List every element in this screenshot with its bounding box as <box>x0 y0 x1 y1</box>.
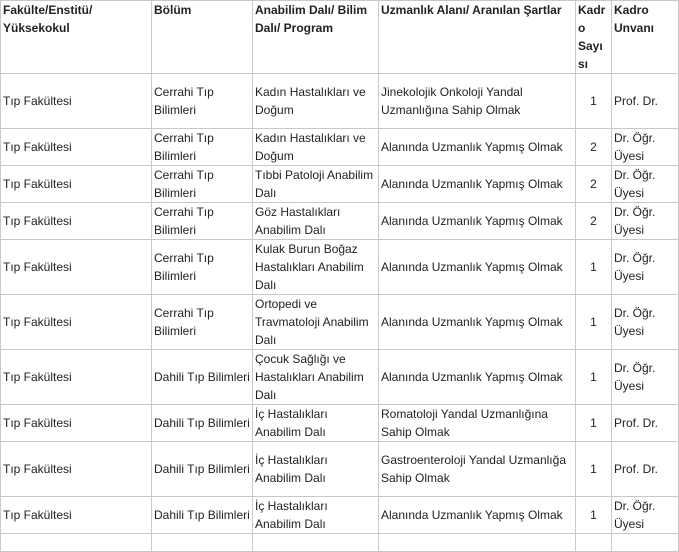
cell-empty <box>253 534 379 552</box>
header-department: Bölüm <box>152 1 253 74</box>
header-program: Anabilim Dalı/ Bilim Dalı/ Program <box>253 1 379 74</box>
cell-program: Ortopedi ve Travmatoloji Anabilim Dalı <box>253 295 379 350</box>
cell-count: 1 <box>576 74 612 129</box>
cell-empty <box>1 534 152 552</box>
cell-department: Dahili Tıp Bilimleri <box>152 497 253 534</box>
cell-department: Cerrahi Tıp Bilimleri <box>152 129 253 166</box>
table-row <box>1 442 679 497</box>
cell-faculty: Tıp Fakültesi <box>1 442 152 497</box>
cell-empty <box>379 534 576 552</box>
cell-faculty: Tıp Fakültesi <box>1 129 152 166</box>
cell-department: Cerrahi Tıp Bilimleri <box>152 203 253 240</box>
cell-title: Prof. Dr. <box>612 442 679 497</box>
header-count: Kadro Sayısı <box>576 1 612 74</box>
cell-count: 1 <box>576 442 612 497</box>
cell-program: İç Hastalıkları Anabilim Dalı <box>253 405 379 442</box>
cell-title: Prof. Dr. <box>612 74 679 129</box>
cell-count: 1 <box>576 295 612 350</box>
header-requirements: Uzmanlık Alanı/ Aranılan Şartlar <box>379 1 576 74</box>
cell-title: Dr. Öğr. Üyesi <box>612 240 679 295</box>
table-row <box>1 295 679 350</box>
cell-department: Dahili Tıp Bilimleri <box>152 405 253 442</box>
table-row <box>1 166 679 203</box>
cell-count: 1 <box>576 350 612 405</box>
table-row <box>1 240 679 295</box>
cell-requirements: Alanında Uzmanlık Yapmış Olmak <box>379 295 576 350</box>
cell-faculty: Tıp Fakültesi <box>1 497 152 534</box>
cell-program: Göz Hastalıkları Anabilim Dalı <box>253 203 379 240</box>
cell-department: Cerrahi Tıp Bilimleri <box>152 166 253 203</box>
cell-count: 1 <box>576 240 612 295</box>
cell-program: Kulak Burun Boğaz Hastalıkları Anabilim Dalı <box>253 240 379 295</box>
header-title: Kadro Unvanı <box>612 1 679 74</box>
cell-requirements: Romatoloji Yandal Uzmanlığına Sahip Olmak <box>379 405 576 442</box>
cell-empty <box>612 534 679 552</box>
cell-title: Dr. Öğr. Üyesi <box>612 497 679 534</box>
cell-program: İç Hastalıkları Anabilim Dalı <box>253 497 379 534</box>
cell-program: Tıbbi Patoloji Anabilim Dalı <box>253 166 379 203</box>
cell-title: Dr. Öğr. Üyesi <box>612 295 679 350</box>
cell-faculty: Tıp Fakültesi <box>1 240 152 295</box>
cell-department: Cerrahi Tıp Bilimleri <box>152 240 253 295</box>
cell-department: Dahili Tıp Bilimleri <box>152 442 253 497</box>
cell-faculty: Tıp Fakültesi <box>1 405 152 442</box>
cell-requirements: Alanında Uzmanlık Yapmış Olmak <box>379 497 576 534</box>
cell-count: 2 <box>576 166 612 203</box>
cell-program: Çocuk Sağlığı ve Hastalıkları Anabilim Dalı <box>253 350 379 405</box>
table-row <box>1 74 679 129</box>
cell-requirements: Gastroenteroloji Yandal Uzmanlığa Sahip Olmak <box>379 442 576 497</box>
cell-program: İç Hastalıkları Anabilim Dalı <box>253 442 379 497</box>
cell-requirements: Jinekolojik Onkoloji Yandal Uzmanlığına Sahip Olmak <box>379 74 576 129</box>
cell-faculty: Tıp Fakültesi <box>1 295 152 350</box>
table-row <box>1 203 679 240</box>
table-row-partial <box>1 534 679 552</box>
cell-empty <box>576 534 612 552</box>
cell-faculty: Tıp Fakültesi <box>1 350 152 405</box>
cell-faculty: Tıp Fakültesi <box>1 166 152 203</box>
cell-title: Dr. Öğr. Üyesi <box>612 203 679 240</box>
header-faculty: Fakülte/Enstitü/ Yüksekokul <box>1 1 152 74</box>
cell-requirements: Alanında Uzmanlık Yapmış Olmak <box>379 240 576 295</box>
cell-program: Kadın Hastalıkları ve Doğum <box>253 129 379 166</box>
cell-department: Cerrahi Tıp Bilimleri <box>152 74 253 129</box>
cell-count: 1 <box>576 405 612 442</box>
cell-requirements: Alanında Uzmanlık Yapmış Olmak <box>379 203 576 240</box>
cell-program: Kadın Hastalıkları ve Doğum <box>253 74 379 129</box>
cell-faculty: Tıp Fakültesi <box>1 203 152 240</box>
table-row <box>1 405 679 442</box>
cell-empty <box>152 534 253 552</box>
table-row <box>1 129 679 166</box>
cell-faculty: Tıp Fakültesi <box>1 74 152 129</box>
table-row <box>1 497 679 534</box>
cell-title: Dr. Öğr. Üyesi <box>612 129 679 166</box>
cell-count: 1 <box>576 497 612 534</box>
cell-title: Prof. Dr. <box>612 405 679 442</box>
cell-count: 2 <box>576 203 612 240</box>
table-header-row <box>1 1 679 74</box>
cell-requirements: Alanında Uzmanlık Yapmış Olmak <box>379 166 576 203</box>
cell-department: Dahili Tıp Bilimleri <box>152 350 253 405</box>
cell-requirements: Alanında Uzmanlık Yapmış Olmak <box>379 350 576 405</box>
cell-title: Dr. Öğr. Üyesi <box>612 166 679 203</box>
cell-count: 2 <box>576 129 612 166</box>
cell-department: Cerrahi Tıp Bilimleri <box>152 295 253 350</box>
cell-title: Dr. Öğr. Üyesi <box>612 350 679 405</box>
table-row <box>1 350 679 405</box>
cell-requirements: Alanında Uzmanlık Yapmış Olmak <box>379 129 576 166</box>
